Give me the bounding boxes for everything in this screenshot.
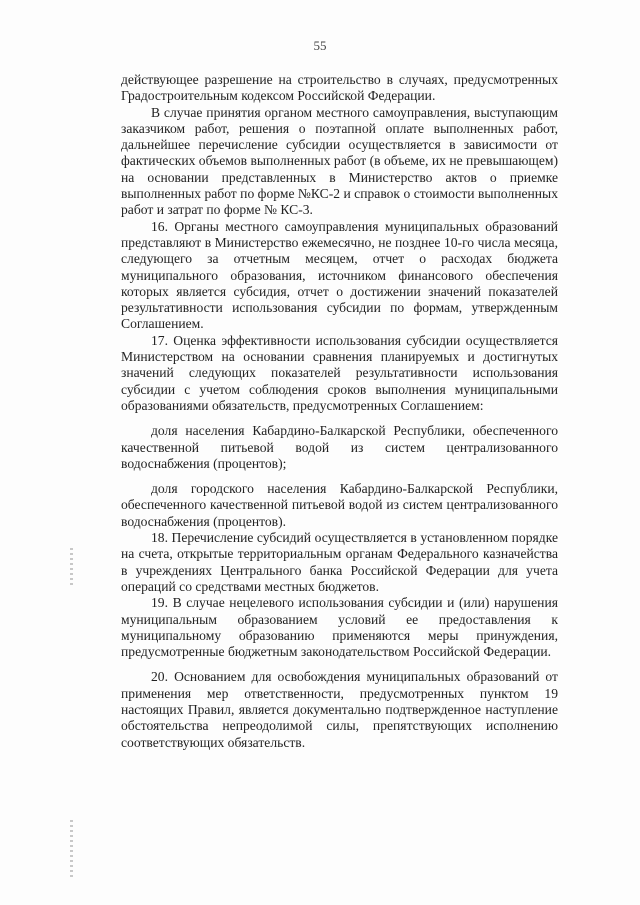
indicator-item: доля городского населения Кабардино-Балкарской Республики, обеспеченного качественной питьевой водой из систем централизованного водоснабжения (процентов). <box>121 481 558 529</box>
paragraph-continuation: действующее разрешение на строительство в случаях, предусмотренных Градостроительным кодексом Российской Федерации. <box>121 72 558 104</box>
paragraph-16: 16. Органы местного самоуправления муниципальных образований представляют в Министерство ежемесячно, не позднее 10-го числа месяца, следующего за отчетным месяцем, отчет о расходах бюджета муниципального образования, источником финансового обеспечения которых является субсидия, отчет о достижении значений показателей результативности использования субсидии по формам, утвержденным Соглашением. <box>121 218 558 332</box>
paragraph-20: 20. Основанием для освобождения муниципальных образований от применения мер ответственности, предусмотренных пунктом 19 настоящих Правил, является документально подтвержденное наступление обстоятельства непреодолимой силы, препятствующих исполнению соответствующих обязательств. <box>121 669 558 750</box>
indicator-item: доля населения Кабардино-Балкарской Республики, обеспеченного качественной питьевой водой из систем централизованного водоснабжения (процентов); <box>121 423 558 471</box>
document-body <box>121 72 558 751</box>
scan-margin-mark <box>70 820 73 880</box>
page-number: 55 <box>313 38 327 53</box>
paragraph: В случае принятия органом местного самоуправления, выступающим заказчиком работ, решения о поэтапной оплате выполненных работ, дальнейшее перечисление субсидии осуществляется в зависимости от фактических объемов выполненных работ (в объеме, их не превышающем) на основании представленных в Министерство актов о приемке выполненных работ по форме №КС-2 и справок о стоимости выполненных работ и затрат по форме № КС-3. <box>121 104 558 218</box>
paragraph-18: 18. Перечисление субсидий осуществляется в установленном порядке на счета, открытые территориальным органам Федерального казначейства в учреждениях Центрального банка Российской Федерации для учета операций со средствами местных бюджетов. <box>121 530 558 594</box>
paragraph-19: 19. В случае нецелевого использования субсидии и (или) нарушения муниципальным образованием условий ее предоставления к муниципальному образованию применяются меры принуждения, предусмотренные бюджетным законодательством Российской Федерации. <box>121 595 558 660</box>
scan-margin-mark <box>70 548 73 588</box>
paragraph-17: 17. Оценка эффективности использования субсидии осуществляется Министерством на основании сравнения планируемых и достигнутых значений следующих показателей результативности использования субсидии с учетом соблюдения сроков выполнения муниципальными образованиями обязательств, предусмотренных Соглашением: <box>121 332 558 413</box>
